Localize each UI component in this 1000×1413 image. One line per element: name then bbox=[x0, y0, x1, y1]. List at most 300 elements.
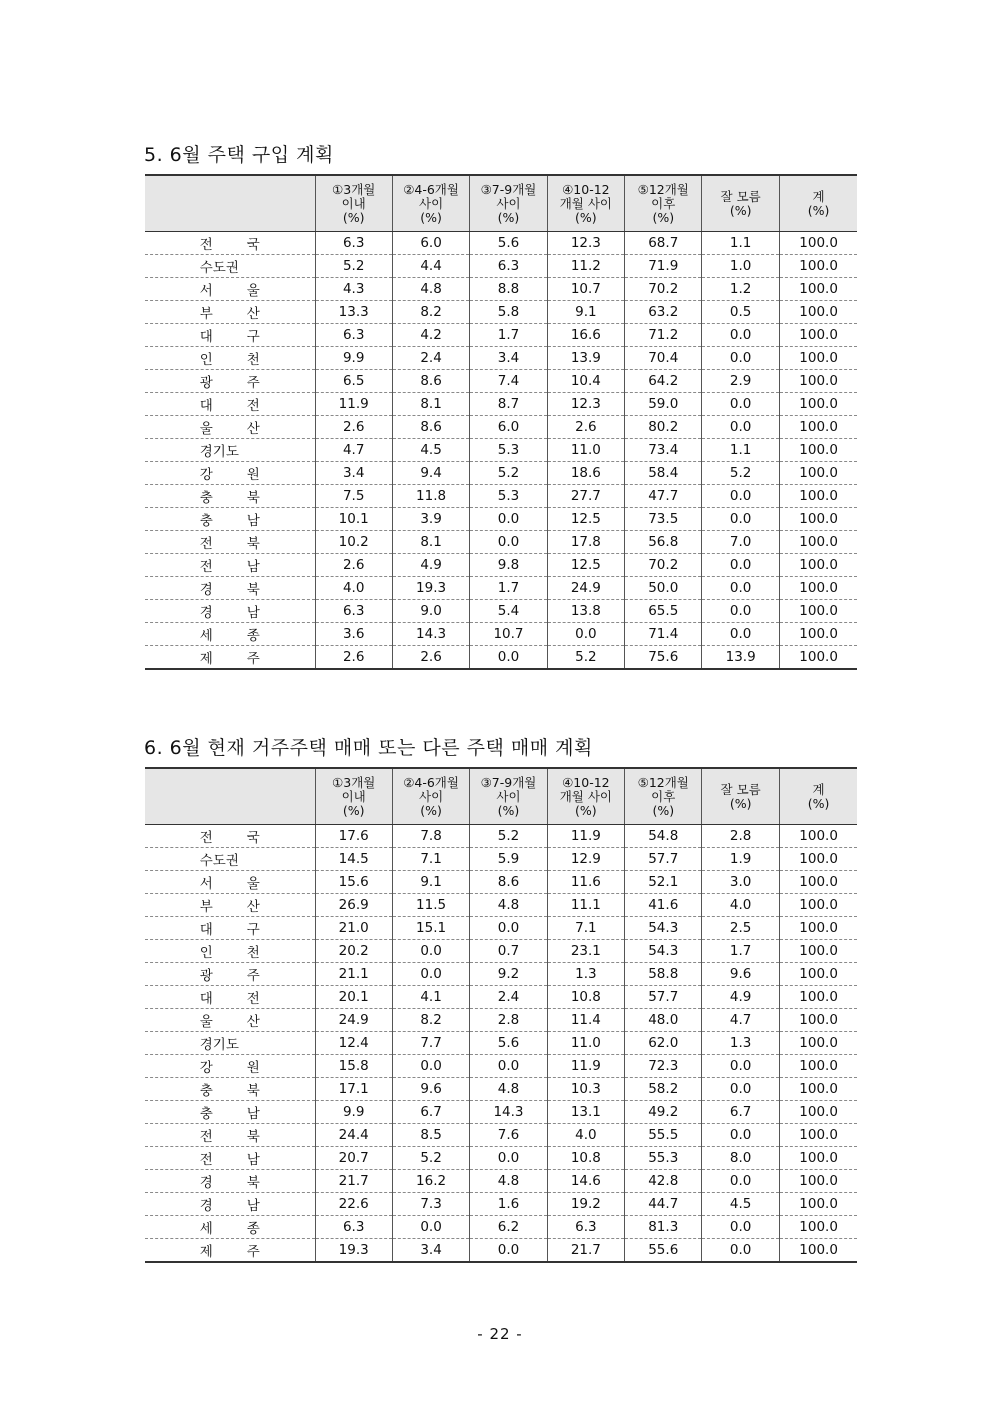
value-cell: 2.5 bbox=[702, 917, 779, 940]
value-cell: 6.3 bbox=[470, 255, 547, 278]
value-cell: 22.6 bbox=[315, 1193, 392, 1216]
region-label: 경기도 bbox=[199, 1037, 239, 1053]
value-cell: 2.4 bbox=[470, 986, 547, 1009]
region-label: 전 북 bbox=[199, 536, 260, 552]
value-cell: 14.3 bbox=[392, 623, 469, 646]
value-cell: 64.2 bbox=[625, 370, 702, 393]
value-cell: 2.6 bbox=[315, 416, 392, 439]
value-cell: 6.0 bbox=[470, 416, 547, 439]
value-cell: 12.9 bbox=[547, 848, 624, 871]
table-row bbox=[145, 577, 857, 600]
value-cell: 19.3 bbox=[392, 577, 469, 600]
value-cell: 4.8 bbox=[470, 1078, 547, 1101]
value-cell: 1.0 bbox=[702, 255, 779, 278]
region-cell bbox=[145, 1078, 315, 1101]
value-cell: 70.4 bbox=[625, 347, 702, 370]
value-cell: 56.8 bbox=[625, 531, 702, 554]
table-row bbox=[145, 871, 857, 894]
table-row bbox=[145, 848, 857, 871]
value-cell: 9.9 bbox=[315, 347, 392, 370]
header-cell: 잘 모름 (%) bbox=[702, 768, 779, 825]
region-cell bbox=[145, 1170, 315, 1193]
region-label: 광 주 bbox=[199, 375, 260, 391]
table-row bbox=[145, 278, 857, 301]
value-cell: 19.2 bbox=[547, 1193, 624, 1216]
header-cell: ③7-9개월 사이 (%) bbox=[470, 175, 547, 232]
value-cell: 0.0 bbox=[702, 1078, 779, 1101]
region-label: 세 종 bbox=[199, 1221, 260, 1237]
value-cell: 0.0 bbox=[702, 1055, 779, 1078]
value-cell: 8.2 bbox=[392, 301, 469, 324]
value-cell: 0.0 bbox=[702, 347, 779, 370]
value-cell: 1.3 bbox=[702, 1032, 779, 1055]
header-cell: 계 (%) bbox=[779, 768, 857, 825]
table-row bbox=[145, 1216, 857, 1239]
region-cell bbox=[145, 1101, 315, 1124]
header-cell: 계 (%) bbox=[779, 175, 857, 232]
value-cell: 62.0 bbox=[625, 1032, 702, 1055]
value-cell: 2.8 bbox=[702, 825, 779, 848]
value-cell: 71.9 bbox=[625, 255, 702, 278]
region-cell bbox=[145, 232, 315, 255]
value-cell: 2.9 bbox=[702, 370, 779, 393]
region-cell bbox=[145, 825, 315, 848]
value-cell: 12.5 bbox=[547, 554, 624, 577]
table-row bbox=[145, 917, 857, 940]
value-cell: 73.4 bbox=[625, 439, 702, 462]
value-cell: 48.0 bbox=[625, 1009, 702, 1032]
value-cell: 14.3 bbox=[470, 1101, 547, 1124]
table-row bbox=[145, 1101, 857, 1124]
value-cell: 7.1 bbox=[392, 848, 469, 871]
table-row bbox=[145, 940, 857, 963]
value-cell: 10.7 bbox=[547, 278, 624, 301]
value-cell: 0.0 bbox=[702, 1239, 779, 1263]
header-cell-region bbox=[145, 175, 315, 232]
region-label: 전 북 bbox=[199, 1129, 260, 1145]
table-row bbox=[145, 1239, 857, 1263]
value-cell: 5.6 bbox=[470, 232, 547, 255]
table-row bbox=[145, 963, 857, 986]
region-label: 서 울 bbox=[199, 283, 260, 299]
region-cell bbox=[145, 623, 315, 646]
region-label: 부 산 bbox=[199, 899, 260, 915]
value-cell: 70.2 bbox=[625, 554, 702, 577]
value-cell: 12.3 bbox=[547, 393, 624, 416]
purchase-plan-table bbox=[145, 174, 857, 670]
value-cell: 0.0 bbox=[470, 1055, 547, 1078]
value-cell: 5.4 bbox=[470, 600, 547, 623]
value-cell: 0.5 bbox=[702, 301, 779, 324]
value-cell: 13.3 bbox=[315, 301, 392, 324]
region-label: 수도권 bbox=[199, 260, 239, 276]
value-cell: 16.6 bbox=[547, 324, 624, 347]
value-cell: 5.2 bbox=[470, 462, 547, 485]
table-row bbox=[145, 986, 857, 1009]
region-label: 대 구 bbox=[199, 329, 260, 345]
region-label: 서 울 bbox=[199, 876, 260, 892]
value-cell: 3.9 bbox=[392, 508, 469, 531]
value-cell: 21.7 bbox=[547, 1239, 624, 1263]
value-cell: 0.0 bbox=[470, 1239, 547, 1263]
value-cell: 13.1 bbox=[547, 1101, 624, 1124]
table-row bbox=[145, 439, 857, 462]
value-cell: 21.7 bbox=[315, 1170, 392, 1193]
value-cell: 4.2 bbox=[392, 324, 469, 347]
value-cell: 100.0 bbox=[779, 1124, 857, 1147]
value-cell: 0.0 bbox=[702, 554, 779, 577]
value-cell: 100.0 bbox=[779, 986, 857, 1009]
value-cell: 8.5 bbox=[392, 1124, 469, 1147]
region-cell bbox=[145, 646, 315, 670]
value-cell: 81.3 bbox=[625, 1216, 702, 1239]
value-cell: 54.3 bbox=[625, 917, 702, 940]
value-cell: 100.0 bbox=[779, 1170, 857, 1193]
table-row bbox=[145, 1009, 857, 1032]
value-cell: 5.3 bbox=[470, 485, 547, 508]
region-label: 전 남 bbox=[199, 559, 260, 575]
header-cell: ③7-9개월 사이 (%) bbox=[470, 768, 547, 825]
value-cell: 0.0 bbox=[702, 600, 779, 623]
value-cell: 5.2 bbox=[470, 825, 547, 848]
header-cell: ①3개월 이내 (%) bbox=[315, 768, 392, 825]
value-cell: 0.0 bbox=[470, 1147, 547, 1170]
value-cell: 11.6 bbox=[547, 871, 624, 894]
region-label: 광 주 bbox=[199, 968, 260, 984]
value-cell: 17.6 bbox=[315, 825, 392, 848]
value-cell: 73.5 bbox=[625, 508, 702, 531]
table-row bbox=[145, 1078, 857, 1101]
value-cell: 1.1 bbox=[702, 439, 779, 462]
region-cell bbox=[145, 1147, 315, 1170]
value-cell: 8.7 bbox=[470, 393, 547, 416]
value-cell: 1.7 bbox=[470, 324, 547, 347]
value-cell: 6.7 bbox=[392, 1101, 469, 1124]
region-label: 울 산 bbox=[199, 1014, 260, 1030]
value-cell: 10.4 bbox=[547, 370, 624, 393]
value-cell: 2.6 bbox=[547, 416, 624, 439]
value-cell: 11.2 bbox=[547, 255, 624, 278]
value-cell: 100.0 bbox=[779, 1078, 857, 1101]
region-cell bbox=[145, 894, 315, 917]
value-cell: 11.9 bbox=[315, 393, 392, 416]
value-cell: 21.0 bbox=[315, 917, 392, 940]
value-cell: 100.0 bbox=[779, 301, 857, 324]
table-row bbox=[145, 1124, 857, 1147]
value-cell: 0.0 bbox=[702, 508, 779, 531]
value-cell: 100.0 bbox=[779, 508, 857, 531]
value-cell: 100.0 bbox=[779, 940, 857, 963]
value-cell: 100.0 bbox=[779, 1147, 857, 1170]
value-cell: 3.0 bbox=[702, 871, 779, 894]
value-cell: 5.6 bbox=[470, 1032, 547, 1055]
value-cell: 4.8 bbox=[470, 1170, 547, 1193]
page-number: - 22 - bbox=[477, 1325, 523, 1343]
header-cell: ⑤12개월 이후 (%) bbox=[625, 768, 702, 825]
value-cell: 100.0 bbox=[779, 871, 857, 894]
value-cell: 47.7 bbox=[625, 485, 702, 508]
value-cell: 10.7 bbox=[470, 623, 547, 646]
table-row bbox=[145, 1170, 857, 1193]
value-cell: 12.3 bbox=[547, 232, 624, 255]
value-cell: 10.2 bbox=[315, 531, 392, 554]
region-label: 경 남 bbox=[199, 605, 260, 621]
value-cell: 68.7 bbox=[625, 232, 702, 255]
value-cell: 11.9 bbox=[547, 825, 624, 848]
value-cell: 0.0 bbox=[470, 646, 547, 670]
value-cell: 11.0 bbox=[547, 1032, 624, 1055]
value-cell: 100.0 bbox=[779, 1239, 857, 1263]
value-cell: 26.9 bbox=[315, 894, 392, 917]
value-cell: 5.2 bbox=[547, 646, 624, 670]
value-cell: 100.0 bbox=[779, 255, 857, 278]
region-cell bbox=[145, 393, 315, 416]
region-cell bbox=[145, 917, 315, 940]
value-cell: 100.0 bbox=[779, 894, 857, 917]
value-cell: 21.1 bbox=[315, 963, 392, 986]
table-row bbox=[145, 485, 857, 508]
value-cell: 10.1 bbox=[315, 508, 392, 531]
value-cell: 100.0 bbox=[779, 646, 857, 670]
table-row bbox=[145, 623, 857, 646]
value-cell: 4.7 bbox=[315, 439, 392, 462]
region-cell bbox=[145, 1216, 315, 1239]
region-cell bbox=[145, 577, 315, 600]
value-cell: 17.8 bbox=[547, 531, 624, 554]
region-label: 세 종 bbox=[199, 628, 260, 644]
value-cell: 16.2 bbox=[392, 1170, 469, 1193]
value-cell: 100.0 bbox=[779, 232, 857, 255]
header-cell: ②4-6개월 사이 (%) bbox=[392, 175, 469, 232]
region-label: 경기도 bbox=[199, 444, 239, 460]
region-cell bbox=[145, 278, 315, 301]
region-label: 전 남 bbox=[199, 1152, 260, 1168]
region-cell bbox=[145, 554, 315, 577]
value-cell: 100.0 bbox=[779, 278, 857, 301]
region-label: 제 주 bbox=[199, 651, 260, 667]
value-cell: 12.5 bbox=[547, 508, 624, 531]
sale-plan-table bbox=[145, 767, 857, 1263]
value-cell: 4.8 bbox=[392, 278, 469, 301]
value-cell: 7.1 bbox=[547, 917, 624, 940]
value-cell: 9.1 bbox=[547, 301, 624, 324]
value-cell: 100.0 bbox=[779, 623, 857, 646]
value-cell: 58.2 bbox=[625, 1078, 702, 1101]
value-cell: 4.8 bbox=[470, 894, 547, 917]
value-cell: 7.6 bbox=[470, 1124, 547, 1147]
table-row bbox=[145, 1147, 857, 1170]
value-cell: 1.9 bbox=[702, 848, 779, 871]
value-cell: 7.7 bbox=[392, 1032, 469, 1055]
value-cell: 24.4 bbox=[315, 1124, 392, 1147]
value-cell: 4.4 bbox=[392, 255, 469, 278]
value-cell: 1.7 bbox=[702, 940, 779, 963]
value-cell: 1.1 bbox=[702, 232, 779, 255]
region-label: 전 국 bbox=[199, 830, 260, 846]
value-cell: 9.6 bbox=[702, 963, 779, 986]
value-cell: 0.0 bbox=[392, 963, 469, 986]
value-cell: 8.6 bbox=[470, 871, 547, 894]
header-cell: ①3개월 이내 (%) bbox=[315, 175, 392, 232]
region-label: 대 전 bbox=[199, 991, 260, 1007]
value-cell: 4.0 bbox=[315, 577, 392, 600]
value-cell: 13.9 bbox=[547, 347, 624, 370]
value-cell: 100.0 bbox=[779, 577, 857, 600]
value-cell: 2.4 bbox=[392, 347, 469, 370]
value-cell: 5.8 bbox=[470, 301, 547, 324]
value-cell: 100.0 bbox=[779, 393, 857, 416]
value-cell: 10.3 bbox=[547, 1078, 624, 1101]
value-cell: 71.4 bbox=[625, 623, 702, 646]
table-header-row bbox=[145, 768, 857, 825]
region-cell bbox=[145, 986, 315, 1009]
header-cell: ④10-12 개월 사이 (%) bbox=[547, 175, 624, 232]
region-label: 제 주 bbox=[199, 1244, 260, 1260]
header-cell: ④10-12 개월 사이 (%) bbox=[547, 768, 624, 825]
value-cell: 4.5 bbox=[392, 439, 469, 462]
table-row bbox=[145, 462, 857, 485]
table-row bbox=[145, 554, 857, 577]
value-cell: 100.0 bbox=[779, 1032, 857, 1055]
value-cell: 7.3 bbox=[392, 1193, 469, 1216]
value-cell: 58.4 bbox=[625, 462, 702, 485]
table-header-row bbox=[145, 175, 857, 232]
value-cell: 4.0 bbox=[547, 1124, 624, 1147]
value-cell: 14.5 bbox=[315, 848, 392, 871]
value-cell: 75.6 bbox=[625, 646, 702, 670]
value-cell: 52.1 bbox=[625, 871, 702, 894]
value-cell: 10.8 bbox=[547, 1147, 624, 1170]
value-cell: 0.0 bbox=[702, 1216, 779, 1239]
section-title-sale-plan: 6. 6월 현재 거주주택 매매 또는 다른 주택 매매 계획 bbox=[144, 737, 593, 759]
region-label: 대 전 bbox=[199, 398, 260, 414]
value-cell: 2.6 bbox=[315, 646, 392, 670]
value-cell: 100.0 bbox=[779, 439, 857, 462]
value-cell: 3.6 bbox=[315, 623, 392, 646]
region-label: 부 산 bbox=[199, 306, 260, 322]
header-cell: 잘 모름 (%) bbox=[702, 175, 779, 232]
value-cell: 4.9 bbox=[702, 986, 779, 1009]
region-label: 인 천 bbox=[199, 945, 260, 961]
value-cell: 100.0 bbox=[779, 324, 857, 347]
value-cell: 1.3 bbox=[547, 963, 624, 986]
value-cell: 8.6 bbox=[392, 416, 469, 439]
value-cell: 54.3 bbox=[625, 940, 702, 963]
value-cell: 9.0 bbox=[392, 600, 469, 623]
value-cell: 11.1 bbox=[547, 894, 624, 917]
value-cell: 5.3 bbox=[470, 439, 547, 462]
value-cell: 4.7 bbox=[702, 1009, 779, 1032]
table-row bbox=[145, 1193, 857, 1216]
value-cell: 5.2 bbox=[702, 462, 779, 485]
value-cell: 100.0 bbox=[779, 1101, 857, 1124]
value-cell: 0.0 bbox=[702, 393, 779, 416]
value-cell: 0.0 bbox=[470, 917, 547, 940]
region-label: 수도권 bbox=[199, 853, 239, 869]
value-cell: 100.0 bbox=[779, 600, 857, 623]
region-cell bbox=[145, 485, 315, 508]
value-cell: 70.2 bbox=[625, 278, 702, 301]
region-cell bbox=[145, 1239, 315, 1263]
value-cell: 0.7 bbox=[470, 940, 547, 963]
value-cell: 55.6 bbox=[625, 1239, 702, 1263]
value-cell: 4.9 bbox=[392, 554, 469, 577]
table-row bbox=[145, 646, 857, 670]
region-label: 대 구 bbox=[199, 922, 260, 938]
value-cell: 8.6 bbox=[392, 370, 469, 393]
region-cell bbox=[145, 324, 315, 347]
region-label: 충 북 bbox=[199, 490, 260, 506]
value-cell: 6.5 bbox=[315, 370, 392, 393]
region-label: 충 남 bbox=[199, 1106, 260, 1122]
value-cell: 4.3 bbox=[315, 278, 392, 301]
value-cell: 11.0 bbox=[547, 439, 624, 462]
value-cell: 9.2 bbox=[470, 963, 547, 986]
value-cell: 72.3 bbox=[625, 1055, 702, 1078]
table-row bbox=[145, 347, 857, 370]
value-cell: 8.1 bbox=[392, 393, 469, 416]
region-label: 충 북 bbox=[199, 1083, 260, 1099]
region-cell bbox=[145, 462, 315, 485]
value-cell: 42.8 bbox=[625, 1170, 702, 1193]
region-cell bbox=[145, 416, 315, 439]
table-row bbox=[145, 508, 857, 531]
region-cell bbox=[145, 439, 315, 462]
region-cell bbox=[145, 508, 315, 531]
value-cell: 0.0 bbox=[702, 577, 779, 600]
region-label: 인 천 bbox=[199, 352, 260, 368]
value-cell: 57.7 bbox=[625, 848, 702, 871]
value-cell: 9.9 bbox=[315, 1101, 392, 1124]
value-cell: 0.0 bbox=[392, 940, 469, 963]
value-cell: 19.3 bbox=[315, 1239, 392, 1263]
value-cell: 5.9 bbox=[470, 848, 547, 871]
value-cell: 7.8 bbox=[392, 825, 469, 848]
value-cell: 10.8 bbox=[547, 986, 624, 1009]
value-cell: 0.0 bbox=[702, 1124, 779, 1147]
value-cell: 3.4 bbox=[392, 1239, 469, 1263]
table-row bbox=[145, 1032, 857, 1055]
value-cell: 49.2 bbox=[625, 1101, 702, 1124]
table-row bbox=[145, 255, 857, 278]
value-cell: 100.0 bbox=[779, 554, 857, 577]
value-cell: 44.7 bbox=[625, 1193, 702, 1216]
value-cell: 9.8 bbox=[470, 554, 547, 577]
value-cell: 54.8 bbox=[625, 825, 702, 848]
value-cell: 13.9 bbox=[702, 646, 779, 670]
value-cell: 100.0 bbox=[779, 531, 857, 554]
value-cell: 8.2 bbox=[392, 1009, 469, 1032]
table-row bbox=[145, 393, 857, 416]
region-label: 강 원 bbox=[199, 1060, 260, 1076]
value-cell: 6.3 bbox=[315, 600, 392, 623]
value-cell: 55.5 bbox=[625, 1124, 702, 1147]
value-cell: 4.5 bbox=[702, 1193, 779, 1216]
table-row bbox=[145, 894, 857, 917]
value-cell: 58.8 bbox=[625, 963, 702, 986]
table-row bbox=[145, 324, 857, 347]
value-cell: 100.0 bbox=[779, 1055, 857, 1078]
value-cell: 9.4 bbox=[392, 462, 469, 485]
value-cell: 1.2 bbox=[702, 278, 779, 301]
table-row bbox=[145, 1055, 857, 1078]
value-cell: 0.0 bbox=[392, 1216, 469, 1239]
value-cell: 17.1 bbox=[315, 1078, 392, 1101]
value-cell: 1.7 bbox=[470, 577, 547, 600]
region-cell bbox=[145, 255, 315, 278]
value-cell: 0.0 bbox=[702, 485, 779, 508]
value-cell: 15.6 bbox=[315, 871, 392, 894]
